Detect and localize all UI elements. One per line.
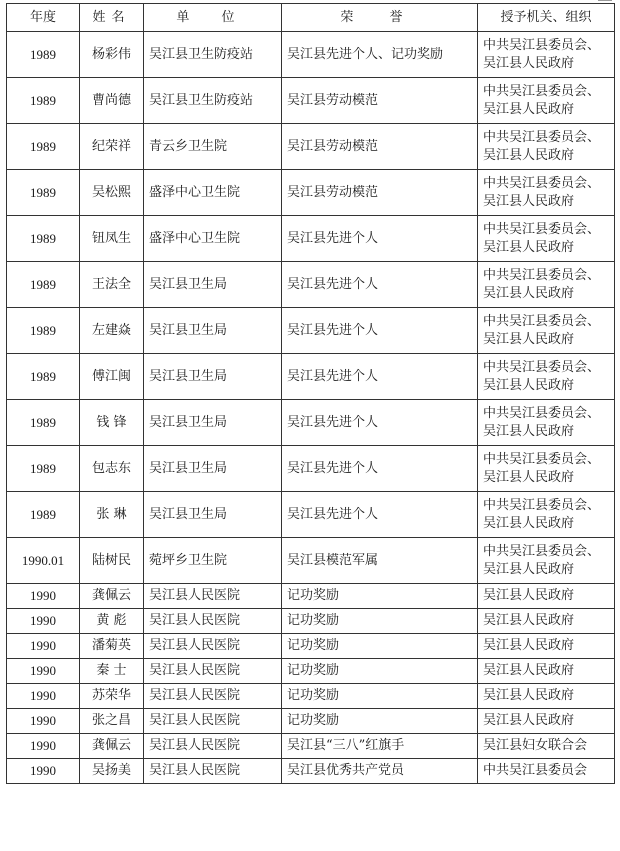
table-row — [7, 308, 615, 354]
cell-unit: 吴江县人民医院 — [144, 734, 282, 759]
cell-unit: 吴江县卫生局 — [144, 492, 282, 538]
cell-authority: 中共吴江县委员会、吴江县人民政府 — [478, 78, 615, 124]
cell-name: 龚佩云 — [80, 734, 144, 759]
table-row — [7, 538, 615, 584]
cell-honor: 吴江县先进个人 — [282, 446, 478, 492]
cell-unit: 吴江县卫生局 — [144, 354, 282, 400]
cell-name: 潘菊英 — [80, 634, 144, 659]
header-name: 姓名 — [80, 4, 144, 32]
cell-authority: 中共吴江县委员会、吴江县人民政府 — [478, 308, 615, 354]
table-row — [7, 634, 615, 659]
cell-year: 1989 — [7, 446, 80, 492]
cell-year: 1990 — [7, 659, 80, 684]
cell-honor: 吴江县先进个人 — [282, 354, 478, 400]
table-row — [7, 170, 615, 216]
cell-honor: 吴江县模范军属 — [282, 538, 478, 584]
table-row — [7, 684, 615, 709]
cell-unit: 吴江县卫生防疫站 — [144, 78, 282, 124]
cell-honor: 吴江县先进个人 — [282, 262, 478, 308]
header-row — [7, 4, 615, 32]
cell-year: 1990 — [7, 709, 80, 734]
cell-honor: 记功奖励 — [282, 609, 478, 634]
cell-name: 龚佩云 — [80, 584, 144, 609]
cell-unit: 吴江县人民医院 — [144, 609, 282, 634]
cell-unit: 吴江县人民医院 — [144, 659, 282, 684]
cell-unit: 盛泽中心卫生院 — [144, 216, 282, 262]
cell-year: 1990 — [7, 734, 80, 759]
table-row — [7, 659, 615, 684]
cell-unit: 吴江县卫生局 — [144, 308, 282, 354]
table-row — [7, 262, 615, 308]
cell-name: 左建焱 — [80, 308, 144, 354]
cell-name: 王法全 — [80, 262, 144, 308]
cell-name: 纪荣祥 — [80, 124, 144, 170]
cell-year: 1990 — [7, 609, 80, 634]
table-row — [7, 492, 615, 538]
cell-unit: 吴江县人民医院 — [144, 709, 282, 734]
cell-year: 1989 — [7, 262, 80, 308]
cell-unit: 吴江县人民医院 — [144, 759, 282, 784]
cell-honor: 记功奖励 — [282, 634, 478, 659]
cell-honor: 记功奖励 — [282, 709, 478, 734]
cell-name: 吴扬美 — [80, 759, 144, 784]
cell-authority: 吴江县妇女联合会 — [478, 734, 615, 759]
cell-authority: 吴江县人民政府 — [478, 659, 615, 684]
cell-year: 1990 — [7, 684, 80, 709]
cell-year: 1990 — [7, 584, 80, 609]
cell-authority: 中共吴江县委员会、吴江县人民政府 — [478, 446, 615, 492]
cell-honor: 吴江县劳动模范 — [282, 124, 478, 170]
cell-unit: 菀坪乡卫生院 — [144, 538, 282, 584]
cell-year: 1990 — [7, 634, 80, 659]
cell-name: 吴松熙 — [80, 170, 144, 216]
cell-unit: 吴江县卫生局 — [144, 262, 282, 308]
cell-name: 钱 锋 — [80, 400, 144, 446]
header-authority: 授予机关、组织 — [478, 4, 615, 32]
cell-authority: 中共吴江县委员会 — [478, 759, 615, 784]
cell-year: 1989 — [7, 492, 80, 538]
cell-honor: 吴江县先进个人 — [282, 400, 478, 446]
cell-name: 苏荣华 — [80, 684, 144, 709]
cell-honor: 记功奖励 — [282, 659, 478, 684]
table-row — [7, 584, 615, 609]
cell-name: 黄 彪 — [80, 609, 144, 634]
table-row — [7, 734, 615, 759]
cell-authority: 中共吴江县委员会、吴江县人民政府 — [478, 124, 615, 170]
cell-authority: 中共吴江县委员会、吴江县人民政府 — [478, 262, 615, 308]
cell-unit: 盛泽中心卫生院 — [144, 170, 282, 216]
header-honor: 荣 誉 — [282, 4, 478, 32]
table-row — [7, 609, 615, 634]
table-row — [7, 78, 615, 124]
cell-honor: 吴江县劳动模范 — [282, 78, 478, 124]
cell-authority: 中共吴江县委员会、吴江县人民政府 — [478, 170, 615, 216]
cell-honor: 吴江县先进个人 — [282, 308, 478, 354]
table-row — [7, 216, 615, 262]
cell-year: 1989 — [7, 32, 80, 78]
cell-year: 1989 — [7, 78, 80, 124]
cell-unit: 吴江县人民医院 — [144, 584, 282, 609]
cell-honor: 吴江县劳动模范 — [282, 170, 478, 216]
cell-year: 1989 — [7, 354, 80, 400]
cell-authority: 吴江县人民政府 — [478, 584, 615, 609]
cell-year: 1989 — [7, 400, 80, 446]
header-unit: 单 位 — [144, 4, 282, 32]
cell-name: 秦 士 — [80, 659, 144, 684]
cell-unit: 青云乡卫生院 — [144, 124, 282, 170]
table-row — [7, 446, 615, 492]
table-row — [7, 759, 615, 784]
cell-unit: 吴江县卫生局 — [144, 446, 282, 492]
honors-table — [6, 3, 615, 784]
table-row — [7, 32, 615, 78]
cell-authority: 中共吴江县委员会、吴江县人民政府 — [478, 354, 615, 400]
cell-honor: 吴江县优秀共产党员 — [282, 759, 478, 784]
cell-year: 1989 — [7, 308, 80, 354]
table-row — [7, 400, 615, 446]
cell-name: 钮凤生 — [80, 216, 144, 262]
cell-honor: 吴江县先进个人 — [282, 216, 478, 262]
cell-name: 张之昌 — [80, 709, 144, 734]
cell-name: 包志东 — [80, 446, 144, 492]
cell-authority: 中共吴江县委员会、吴江县人民政府 — [478, 32, 615, 78]
cell-honor: 记功奖励 — [282, 584, 478, 609]
cell-honor: 记功奖励 — [282, 684, 478, 709]
cell-authority: 中共吴江县委员会、吴江县人民政府 — [478, 216, 615, 262]
cell-unit: 吴江县卫生局 — [144, 400, 282, 446]
cell-unit: 吴江县人民医院 — [144, 684, 282, 709]
cell-year: 1989 — [7, 216, 80, 262]
cell-year: 1990 — [7, 759, 80, 784]
cell-name: 陆树民 — [80, 538, 144, 584]
cell-unit: 吴江县卫生防疫站 — [144, 32, 282, 78]
cell-year: 1989 — [7, 124, 80, 170]
cell-authority: 中共吴江县委员会、吴江县人民政府 — [478, 538, 615, 584]
header-year: 年度 — [7, 4, 80, 32]
cell-authority: 吴江县人民政府 — [478, 634, 615, 659]
cell-honor: 吴江县先进个人 — [282, 492, 478, 538]
cell-year: 1989 — [7, 170, 80, 216]
cell-honor: 吴江县“三八”红旗手 — [282, 734, 478, 759]
cell-authority: 吴江县人民政府 — [478, 684, 615, 709]
cell-name: 曹尚德 — [80, 78, 144, 124]
cell-honor: 吴江县先进个人、记功奖励 — [282, 32, 478, 78]
cell-name: 张 琳 — [80, 492, 144, 538]
cell-name: 傅江闽 — [80, 354, 144, 400]
cell-authority: 中共吴江县委员会、吴江县人民政府 — [478, 492, 615, 538]
cell-authority: 中共吴江县委员会、吴江县人民政府 — [478, 400, 615, 446]
cell-authority: 吴江县人民政府 — [478, 609, 615, 634]
cell-year: 1990.01 — [7, 538, 80, 584]
cell-name: 杨彩伟 — [80, 32, 144, 78]
table-row — [7, 709, 615, 734]
cell-unit: 吴江县人民医院 — [144, 634, 282, 659]
table-row — [7, 354, 615, 400]
table-row — [7, 124, 615, 170]
table-body — [7, 32, 615, 784]
cell-authority: 吴江县人民政府 — [478, 709, 615, 734]
table-header — [7, 4, 615, 32]
